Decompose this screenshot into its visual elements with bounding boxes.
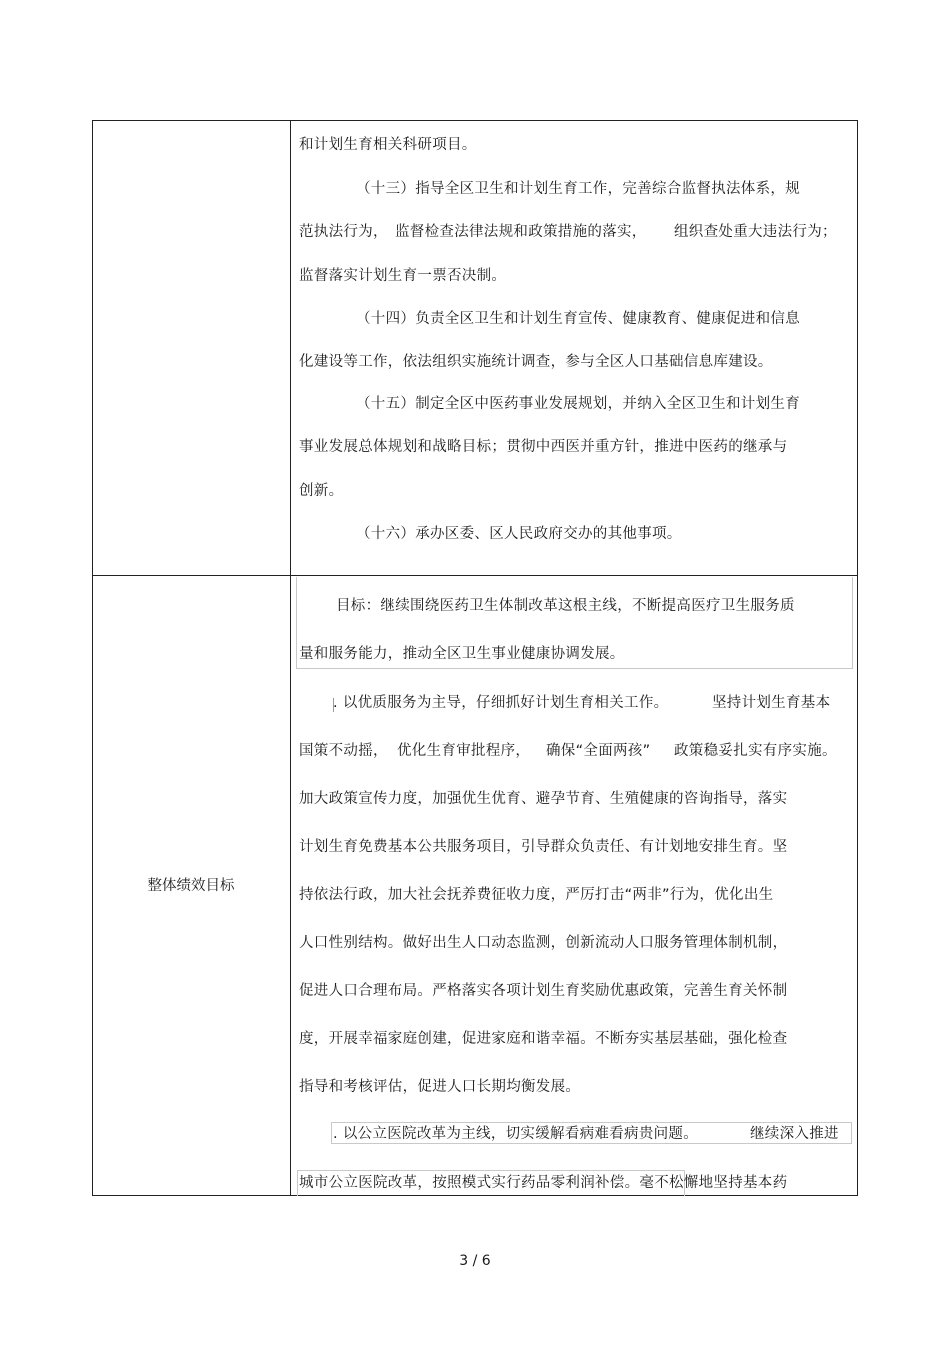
goal-line: 目标：继续围绕医药卫生体制改革这根主线，不断提高医疗卫生服务质 — [336, 598, 795, 614]
duty-line: （十六）承办区委、区人民政府交办的其他事项。 — [356, 526, 682, 542]
page-number: 3 / 6 — [459, 1253, 491, 1269]
goal-line: 促进人口合理布局。严格落实各项计划生育奖励优惠政策，完善生育关怀制 — [299, 983, 788, 999]
goal-line: 坚持计划生育基本 — [712, 695, 831, 711]
goal-line: 量和服务能力，推动全区卫生事业健康协调发展。 — [299, 646, 625, 662]
duty-line: （十四）负责全区卫生和计划生育宣传、健康教育、健康促进和信息 — [356, 311, 800, 327]
duty-line: 范执法行为， — [299, 224, 388, 240]
goal-line: 城市公立医院改革，按照模式实行药品零利润补偿。毫不松懈地坚持基本药 — [299, 1175, 788, 1191]
goal-line: 国策不动摇， — [299, 743, 388, 759]
goal-line: 加大政策宣传力度，加强优生优育、避孕节育、生殖健康的咨询指导，落实 — [299, 791, 788, 807]
goal-line: 优化生育审批程序， — [397, 743, 531, 759]
goal-line: 计划生育免费基本公共服务项目，引导群众负责任、有计划地安排生育。坚 — [299, 839, 788, 855]
duty-line: 和计划生育相关科研项目。 — [299, 137, 477, 153]
goal-line: . 以公立医院改革为主线，切实缓解看病难看病贵问题。 — [333, 1126, 699, 1142]
row-divider — [92, 575, 858, 576]
row-label-overall-performance-goal: 整体绩效目标 — [147, 878, 235, 894]
goal-line: 指导和考核评估，促进人口长期均衡发展。 — [299, 1079, 581, 1095]
duty-line: 创新。 — [299, 483, 344, 499]
goal-line: 度，开展幸福家庭创建，促进家庭和谐幸福。不断夯实基层基础，强化检查 — [299, 1031, 788, 1047]
goal-line: 确保“全面两孩” — [546, 743, 651, 759]
duty-line: 事业发展总体规划和战略目标；贯彻中西医并重方针，推进中医药的继承与 — [299, 439, 788, 455]
goal-line: . 以优质服务为主导，仔细抓好计划生育相关工作。 — [333, 695, 669, 711]
duty-line: 监督检查法律法规和政策措施的落实， — [395, 224, 647, 240]
duty-line: 监督落实计划生育一票否决制。 — [299, 268, 507, 284]
duty-line: 化建设等工作，依法组织实施统计调查，参与全区人口基础信息库建设。 — [299, 354, 773, 370]
duty-line: （十三）指导全区卫生和计划生育工作，完善综合监督执法体系，规 — [356, 181, 800, 197]
goal-line: 继续深入推进 — [750, 1126, 839, 1142]
duty-line: 组织查处重大违法行为； — [674, 224, 837, 240]
goal-line: 人口性别结构。做好出生人口动态监测，创新流动人口服务管理体制机制， — [299, 935, 788, 951]
column-divider — [290, 120, 291, 1196]
duty-line: （十五）制定全区中医药事业发展规划，并纳入全区卫生和计划生育 — [356, 396, 800, 412]
goal-line: 政策稳妥扎实有序实施。 — [674, 743, 837, 759]
goal-line: 持依法行政，加大社会抚养费征收力度，严厉打击“两非”行为，优化出生 — [299, 887, 774, 903]
